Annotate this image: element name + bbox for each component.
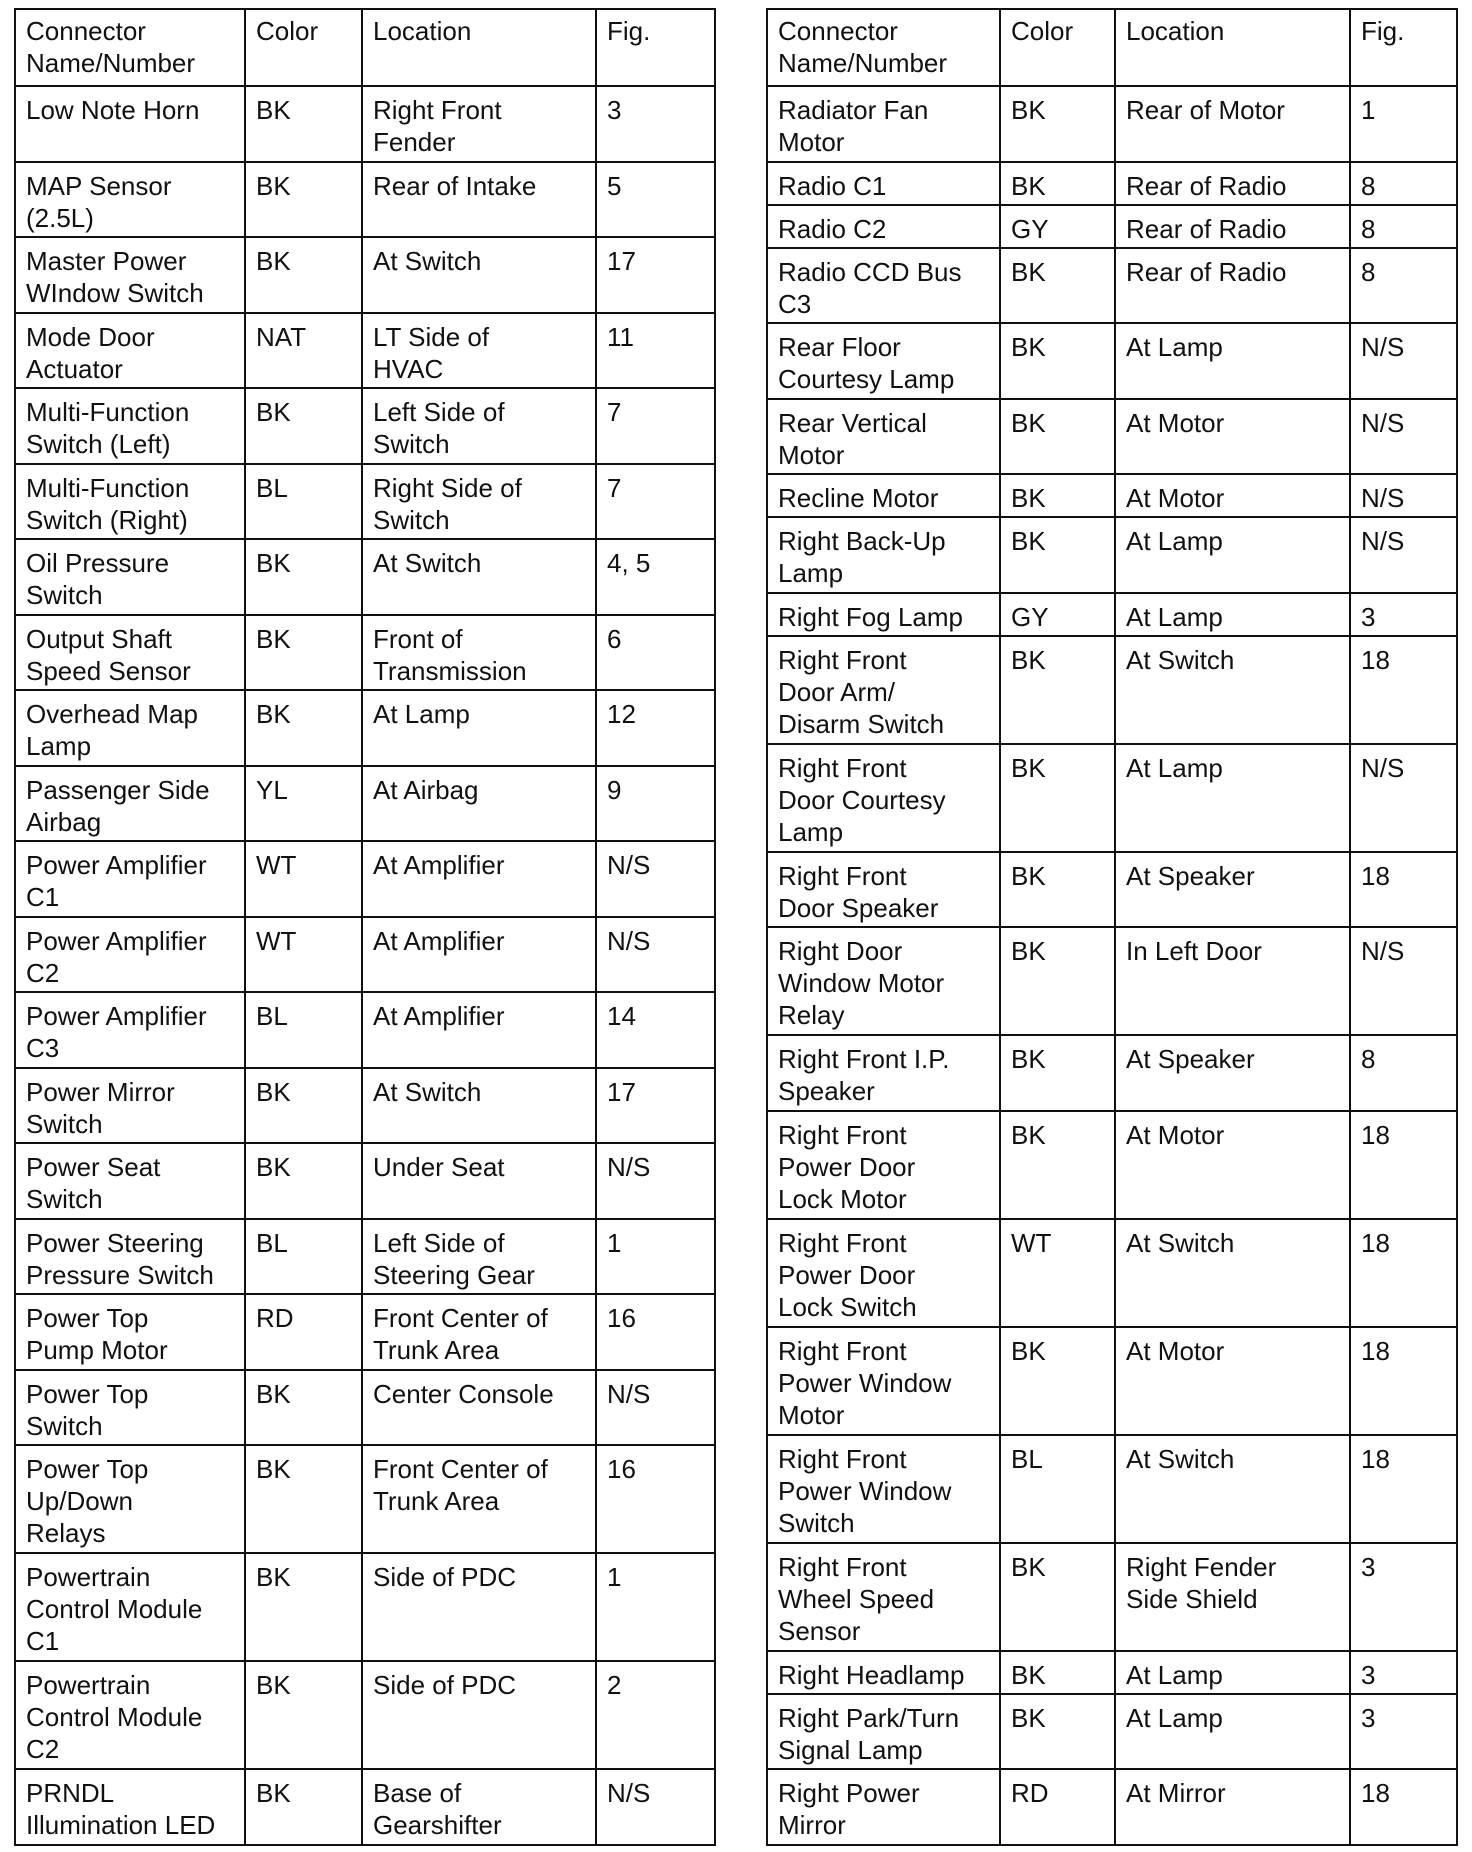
table-row [15,690,715,766]
connector-color: BK [1000,852,1115,928]
table-row [15,1553,715,1661]
connector-name: Overhead Map Lamp [15,690,245,766]
table-row [15,615,715,691]
connector-name: Right Front Power Door Lock Motor [767,1111,1000,1219]
header-color: Color [1000,9,1115,86]
connector-location: At Lamp [1115,593,1350,636]
connector-name: Passenger Side Airbag [15,766,245,842]
connector-fig: 11 [596,313,715,389]
connector-color: NAT [245,313,362,389]
connector-fig: 3 [1350,1694,1457,1770]
connector-color: WT [245,841,362,917]
connector-fig: N/S [1350,399,1457,475]
table-row [15,539,715,615]
connector-name: Right Front Wheel Speed Sensor [767,1543,1000,1651]
connector-color: BK [1000,248,1115,324]
connector-location: At Speaker [1115,1035,1350,1111]
connector-fig: 8 [1350,1035,1457,1111]
table-row [15,162,715,238]
connector-location: At Motor [1115,399,1350,475]
connector-name: Rear Floor Courtesy Lamp [767,323,1000,399]
connector-fig: 3 [596,86,715,162]
connector-name: Power Seat Switch [15,1143,245,1219]
connector-color: BK [245,1553,362,1661]
connector-fig: 12 [596,690,715,766]
connector-fig: 1 [596,1553,715,1661]
table-row [15,1445,715,1553]
connector-location: Rear of Intake [362,162,596,238]
connector-color: GY [1000,205,1115,248]
table-header-row [15,9,715,86]
connector-name: MAP Sensor (2.5L) [15,162,245,238]
connector-location: In Left Door [1115,927,1350,1035]
connector-fig: N/S [1350,517,1457,593]
table-row [767,474,1457,517]
table-row [767,1651,1457,1694]
connector-location: At Switch [362,1068,596,1144]
connector-fig: N/S [1350,744,1457,852]
table-row [15,237,715,313]
connector-name: Output Shaft Speed Sensor [15,615,245,691]
connector-fig: N/S [596,1370,715,1446]
connector-color: BK [1000,399,1115,475]
connector-fig: N/S [596,1143,715,1219]
connector-location: Front Center of Trunk Area [362,1445,596,1553]
table-row [767,162,1457,205]
connector-fig: 18 [1350,1435,1457,1543]
table-row [767,86,1457,162]
connector-color: BK [245,86,362,162]
connector-fig: 18 [1350,1769,1457,1845]
connector-location: At Motor [1115,1111,1350,1219]
table-header-row [767,9,1457,86]
connector-name: Low Note Horn [15,86,245,162]
connector-color: BL [245,1219,362,1295]
connector-fig: N/S [596,917,715,993]
connector-color: BK [245,388,362,464]
connector-name: Right Front Power Window Motor [767,1327,1000,1435]
table-row [15,917,715,993]
header-fig: Fig. [596,9,715,86]
table-row [767,1769,1457,1845]
connector-fig: N/S [1350,474,1457,517]
table-row [767,927,1457,1035]
connector-color: YL [245,766,362,842]
connector-fig: N/S [596,1769,715,1845]
table-row [15,766,715,842]
connector-name: Radio C1 [767,162,1000,205]
connector-fig: 17 [596,1068,715,1144]
connector-name: Right Front Door Speaker [767,852,1000,928]
table-row [767,744,1457,852]
connector-name: Recline Motor [767,474,1000,517]
connector-table-left [14,8,716,1846]
connector-table-right [766,8,1458,1846]
table-row [767,1035,1457,1111]
connector-color: BL [245,992,362,1068]
connector-name: Radio C2 [767,205,1000,248]
connector-color: BK [1000,323,1115,399]
table-row [767,399,1457,475]
connector-fig: 6 [596,615,715,691]
connector-location: At Lamp [362,690,596,766]
connector-fig: 3 [1350,1543,1457,1651]
connector-color: BK [1000,1111,1115,1219]
connector-location: At Motor [1115,474,1350,517]
connector-location: Side of PDC [362,1661,596,1769]
table-row [767,1219,1457,1327]
connector-location: At Lamp [1115,1651,1350,1694]
connector-name: Right Headlamp [767,1651,1000,1694]
connector-location: At Speaker [1115,852,1350,928]
connector-location: At Amplifier [362,992,596,1068]
connector-location: Right Side of Switch [362,464,596,540]
connector-color: RD [1000,1769,1115,1845]
connector-location: Left Side of Steering Gear [362,1219,596,1295]
table-row [767,636,1457,744]
connector-name: Oil Pressure Switch [15,539,245,615]
connector-fig: N/S [1350,927,1457,1035]
connector-name: Power Top Pump Motor [15,1294,245,1370]
connector-fig: 14 [596,992,715,1068]
connector-fig: 1 [1350,86,1457,162]
connector-name: Right Door Window Motor Relay [767,927,1000,1035]
connector-name: Multi-Function Switch (Left) [15,388,245,464]
table-row [15,841,715,917]
connector-fig: 16 [596,1294,715,1370]
connector-fig: 9 [596,766,715,842]
header-color: Color [245,9,362,86]
connector-location: At Lamp [1115,517,1350,593]
connector-name: Powertrain Control Module C1 [15,1553,245,1661]
connector-fig: 8 [1350,205,1457,248]
connector-location: Under Seat [362,1143,596,1219]
connector-color: BL [245,464,362,540]
connector-color: BK [1000,1327,1115,1435]
connector-color: GY [1000,593,1115,636]
connector-name: Powertrain Control Module C2 [15,1661,245,1769]
connector-location: At Amplifier [362,917,596,993]
connector-fig: 17 [596,237,715,313]
table-row [767,1435,1457,1543]
connector-fig: 16 [596,1445,715,1553]
connector-color: BK [245,1143,362,1219]
connector-location: At Lamp [1115,1694,1350,1770]
table-row [15,313,715,389]
connector-fig: 7 [596,388,715,464]
table-row [767,593,1457,636]
table-row [15,1661,715,1769]
connector-location: At Switch [1115,1219,1350,1327]
table-row [15,992,715,1068]
connector-name: Right Front I.P. Speaker [767,1035,1000,1111]
connector-fig: 18 [1350,852,1457,928]
connector-location: LT Side of HVAC [362,313,596,389]
connector-fig: 8 [1350,248,1457,324]
table-row [15,388,715,464]
connector-name: Power Amplifier C1 [15,841,245,917]
table-row [767,205,1457,248]
connector-color: BK [1000,1651,1115,1694]
table-row [767,517,1457,593]
connector-color: BK [245,1661,362,1769]
connector-name: Right Back-Up Lamp [767,517,1000,593]
connector-name: Right Front Power Window Switch [767,1435,1000,1543]
connector-name: Multi-Function Switch (Right) [15,464,245,540]
connector-location: At Switch [362,237,596,313]
connector-location: At Switch [1115,636,1350,744]
table-row [15,1068,715,1144]
connector-location: At Lamp [1115,744,1350,852]
table-row [15,1294,715,1370]
connector-location: At Motor [1115,1327,1350,1435]
connector-location: Front of Transmission [362,615,596,691]
connector-color: BK [1000,474,1115,517]
connector-color: BK [245,615,362,691]
connector-fig: 3 [1350,1651,1457,1694]
connector-fig: N/S [596,841,715,917]
connector-location: At Amplifier [362,841,596,917]
connector-fig: 7 [596,464,715,540]
connector-color: BK [1000,744,1115,852]
connector-fig: 2 [596,1661,715,1769]
table-row [767,323,1457,399]
connector-color: WT [1000,1219,1115,1327]
connector-name: Right Fog Lamp [767,593,1000,636]
connector-location: Rear of Motor [1115,86,1350,162]
connector-color: RD [245,1294,362,1370]
connector-location: Left Side of Switch [362,388,596,464]
table-row [767,1543,1457,1651]
connector-name: Right Front Door Courtesy Lamp [767,744,1000,852]
connector-fig: N/S [1350,323,1457,399]
table-row [15,1370,715,1446]
header-connector-name: Connector Name/Number [767,9,1000,86]
connector-color: BK [245,1068,362,1144]
header-location: Location [362,9,596,86]
connector-name: Mode Door Actuator [15,313,245,389]
connector-fig: 1 [596,1219,715,1295]
connector-location: Rear of Radio [1115,205,1350,248]
connector-name: Right Front Power Door Lock Switch [767,1219,1000,1327]
connector-location: Right Front Fender [362,86,596,162]
connector-fig: 18 [1350,1111,1457,1219]
connector-location: At Switch [362,539,596,615]
connector-location: Base of Gearshifter [362,1769,596,1845]
connector-name: Right Park/Turn Signal Lamp [767,1694,1000,1770]
connector-color: BK [245,1370,362,1446]
connector-location: At Lamp [1115,323,1350,399]
connector-name: Rear Vertical Motor [767,399,1000,475]
connector-color: BK [1000,927,1115,1035]
connector-fig: 4, 5 [596,539,715,615]
connector-fig: 8 [1350,162,1457,205]
connector-location: At Airbag [362,766,596,842]
connector-color: BK [245,162,362,238]
connector-fig: 5 [596,162,715,238]
connector-location: At Mirror [1115,1769,1350,1845]
connector-name: PRNDL Illumination LED [15,1769,245,1845]
connector-name: Right Power Mirror [767,1769,1000,1845]
header-fig: Fig. [1350,9,1457,86]
table-row [15,1219,715,1295]
connector-color: BK [245,539,362,615]
connector-location: At Switch [1115,1435,1350,1543]
connector-name: Radio CCD Bus C3 [767,248,1000,324]
connector-color: BK [245,690,362,766]
connector-fig: 18 [1350,1327,1457,1435]
table-row [767,1694,1457,1770]
connector-name: Radiator Fan Motor [767,86,1000,162]
connector-name: Master Power WIndow Switch [15,237,245,313]
connector-location: Rear of Radio [1115,162,1350,205]
connector-name: Power Mirror Switch [15,1068,245,1144]
connector-color: BK [1000,162,1115,205]
connector-name: Power Steering Pressure Switch [15,1219,245,1295]
connector-color: BK [245,1769,362,1845]
connector-color: BK [1000,1035,1115,1111]
connector-location: Side of PDC [362,1553,596,1661]
table-row [15,1769,715,1845]
connector-name: Power Amplifier C3 [15,992,245,1068]
connector-color: BK [1000,517,1115,593]
connector-location: Rear of Radio [1115,248,1350,324]
connector-name: Power Top Switch [15,1370,245,1446]
connector-location: Right Fender Side Shield [1115,1543,1350,1651]
connector-fig: 18 [1350,636,1457,744]
connector-location: Front Center of Trunk Area [362,1294,596,1370]
connector-fig: 3 [1350,593,1457,636]
table-row [15,1143,715,1219]
connector-color: BK [1000,1543,1115,1651]
connector-location: Center Console [362,1370,596,1446]
connector-color: BL [1000,1435,1115,1543]
table-row [767,248,1457,324]
table-row [767,852,1457,928]
connector-color: BK [1000,1694,1115,1770]
header-connector-name: Connector Name/Number [15,9,245,86]
connector-fig: 18 [1350,1219,1457,1327]
connector-color: BK [1000,86,1115,162]
connector-color: WT [245,917,362,993]
connector-color: BK [245,1445,362,1553]
table-row [15,86,715,162]
table-row [767,1111,1457,1219]
connector-name: Power Top Up/Down Relays [15,1445,245,1553]
connector-color: BK [245,237,362,313]
table-row [767,1327,1457,1435]
table-row [15,464,715,540]
connector-name: Power Amplifier C2 [15,917,245,993]
connector-color: BK [1000,636,1115,744]
header-location: Location [1115,9,1350,86]
connector-name: Right Front Door Arm/ Disarm Switch [767,636,1000,744]
